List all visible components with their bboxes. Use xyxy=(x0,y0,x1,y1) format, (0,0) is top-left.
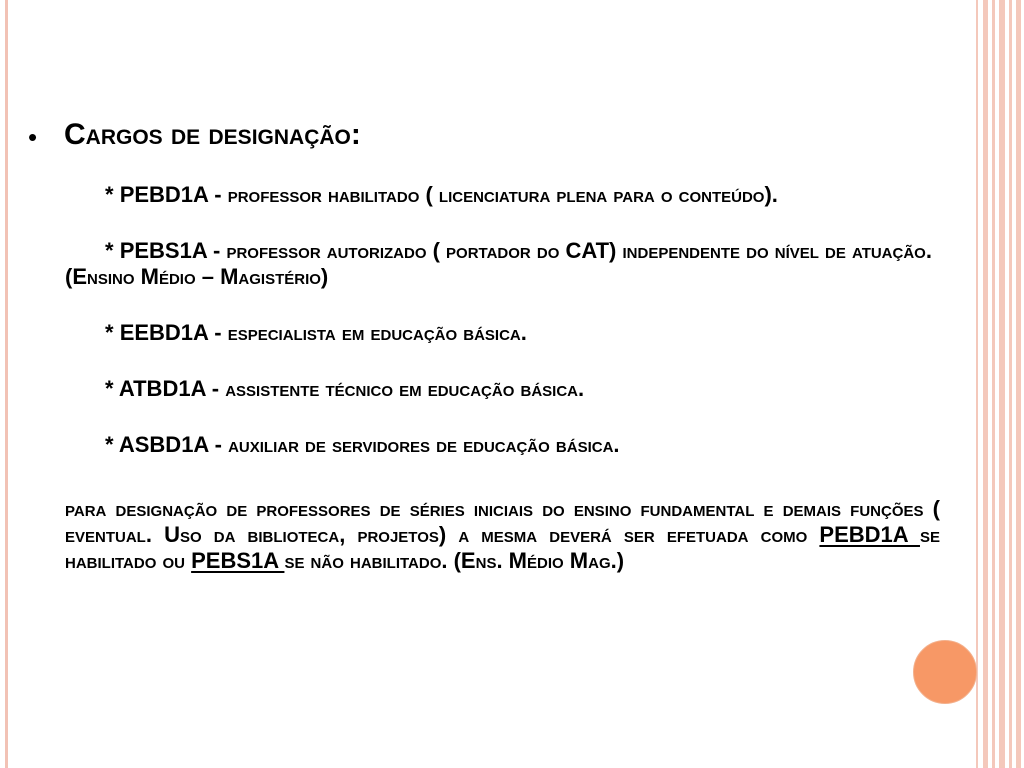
item-separator: - xyxy=(205,376,226,401)
stripe xyxy=(999,0,1005,768)
stripe xyxy=(1009,0,1012,768)
slide-frame-left-line xyxy=(5,0,8,768)
bullet-icon: • xyxy=(28,122,38,152)
item-description: especialista em educação básica. xyxy=(227,320,527,345)
paragraph-text: se não habilitado. (Ens. Médio Mag.) xyxy=(284,548,625,573)
list-item xyxy=(65,320,948,346)
decorative-stripes xyxy=(976,0,1024,768)
decorative-orange-circle xyxy=(913,640,977,704)
item-prefix: * xyxy=(105,320,120,345)
list-item xyxy=(65,432,948,458)
item-description: auxiliar de servidores de educação básica. xyxy=(228,432,620,457)
item-separator: - xyxy=(206,238,227,263)
list-item xyxy=(65,238,948,290)
item-prefix: * xyxy=(105,182,120,207)
paragraph-text: se habilitado ou xyxy=(65,522,940,573)
item-prefix: * xyxy=(105,432,119,457)
item-separator: - xyxy=(208,432,229,457)
item-prefix: * xyxy=(105,238,120,263)
item-description: professor habilitado ( licenciatura plena para o conteúdo). xyxy=(227,182,778,207)
designation-paragraph xyxy=(65,496,940,574)
item-separator: - xyxy=(208,320,228,345)
item-code: ASBD1A xyxy=(118,432,209,457)
slide-content xyxy=(28,112,948,574)
item-code: ATBD1A xyxy=(118,376,206,401)
paragraph-text: para designação de professores de séries iniciais do ensino fundamental e demais funções ( eventual. Uso da biblioteca, projetos) a mesma deverá ser efetuada como xyxy=(65,496,940,547)
stripe xyxy=(1016,0,1021,768)
underlined-code: PEBD1A xyxy=(819,522,920,547)
item-description: professor autorizado ( portador do CAT) independente do nível de atuação. (Ensino Médio – Magistério) xyxy=(65,238,932,289)
item-code: PEBD1A xyxy=(119,182,209,207)
stripe xyxy=(992,0,995,768)
list-item xyxy=(65,182,948,208)
bullet-heading-row xyxy=(28,112,948,168)
list-item xyxy=(65,376,948,402)
item-prefix: * xyxy=(105,376,119,401)
underlined-code: PEBS1A xyxy=(191,548,285,573)
item-code: PEBS1A xyxy=(119,238,207,263)
item-code: EEBD1A xyxy=(119,320,209,345)
item-separator: - xyxy=(208,182,228,207)
slide-heading: Cargos de designação: xyxy=(64,118,361,151)
stripe xyxy=(976,0,978,768)
stripe xyxy=(983,0,988,768)
item-description: assistente técnico em educação básica. xyxy=(225,376,585,401)
